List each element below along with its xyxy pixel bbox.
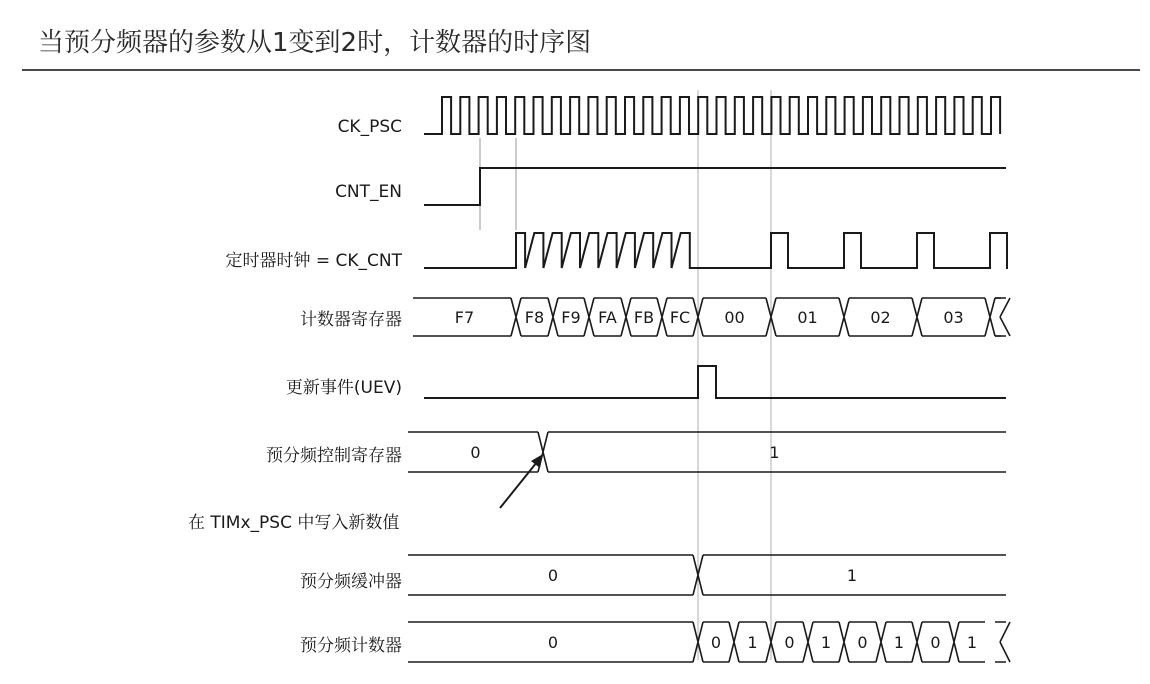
label-cnt-en: CNT_EN (335, 182, 402, 202)
counter-register-value: F9 (561, 308, 581, 327)
prescaler-counter-value: 1 (966, 633, 978, 652)
diagram-title: 当预分频器的参数从1变到2时，计数器的时序图 (38, 28, 592, 58)
label-update-event: 更新事件(UEV) (285, 378, 402, 398)
prescaler-counter-tail (995, 622, 1010, 662)
label-ck-psc: CK_PSC (337, 117, 402, 137)
label-prescaler-buffer: 预分频缓冲器 (300, 572, 402, 592)
prescaler-buffer-value: 0 (547, 566, 559, 585)
prescaler-counter-value: 1 (893, 633, 905, 652)
prescaler-counter-value: 0 (547, 633, 559, 652)
cnt-en-wave (424, 168, 1006, 205)
prescaler-control-value: 0 (470, 443, 481, 462)
label-prescaler-counter: 预分频计数器 (300, 636, 402, 656)
prescaler-control-outline (408, 432, 1006, 472)
prescaler-counter-value: 0 (710, 633, 722, 652)
uev-wave (424, 366, 1006, 398)
counter-register-value: 00 (724, 308, 745, 327)
annotation-arrow (500, 462, 537, 508)
prescaler-control-value: 1 (769, 443, 780, 462)
label-ck-cnt: 定时器时钟 = CK_CNT (225, 251, 402, 271)
counter-register-value: 02 (870, 308, 891, 327)
prescaler-counter-value: 0 (784, 633, 795, 652)
ck-cnt-wave (424, 233, 1007, 268)
prescaler-buffer-outline (408, 555, 1006, 595)
counter-register-value: 01 (797, 308, 818, 327)
counter-register-value: FB (633, 308, 655, 327)
prescaler-counter-value: 0 (930, 633, 941, 652)
label-counter-register: 计数器寄存器 (300, 310, 402, 330)
counter-register-outline (413, 298, 1001, 336)
prescaler-counter-value: 1 (820, 633, 832, 652)
counter-register-value: FC (669, 308, 691, 327)
ck-psc-wave (424, 97, 1000, 134)
counter-register-value: F8 (524, 308, 545, 327)
counter-register-tail (995, 298, 1010, 336)
prescaler-counter-value: 0 (857, 633, 868, 652)
counter-register-value: 03 (943, 308, 964, 327)
prescaler-counter-value: 1 (747, 633, 758, 652)
label-prescaler-control: 预分频控制寄存器 (266, 446, 402, 466)
annotation-write-psc: 在 TIMx_PSC 中写入新数值 (188, 513, 400, 533)
counter-register-value: F7 (454, 308, 475, 327)
counter-register-value: FA (598, 308, 617, 327)
prescaler-buffer-value: 1 (846, 566, 858, 585)
